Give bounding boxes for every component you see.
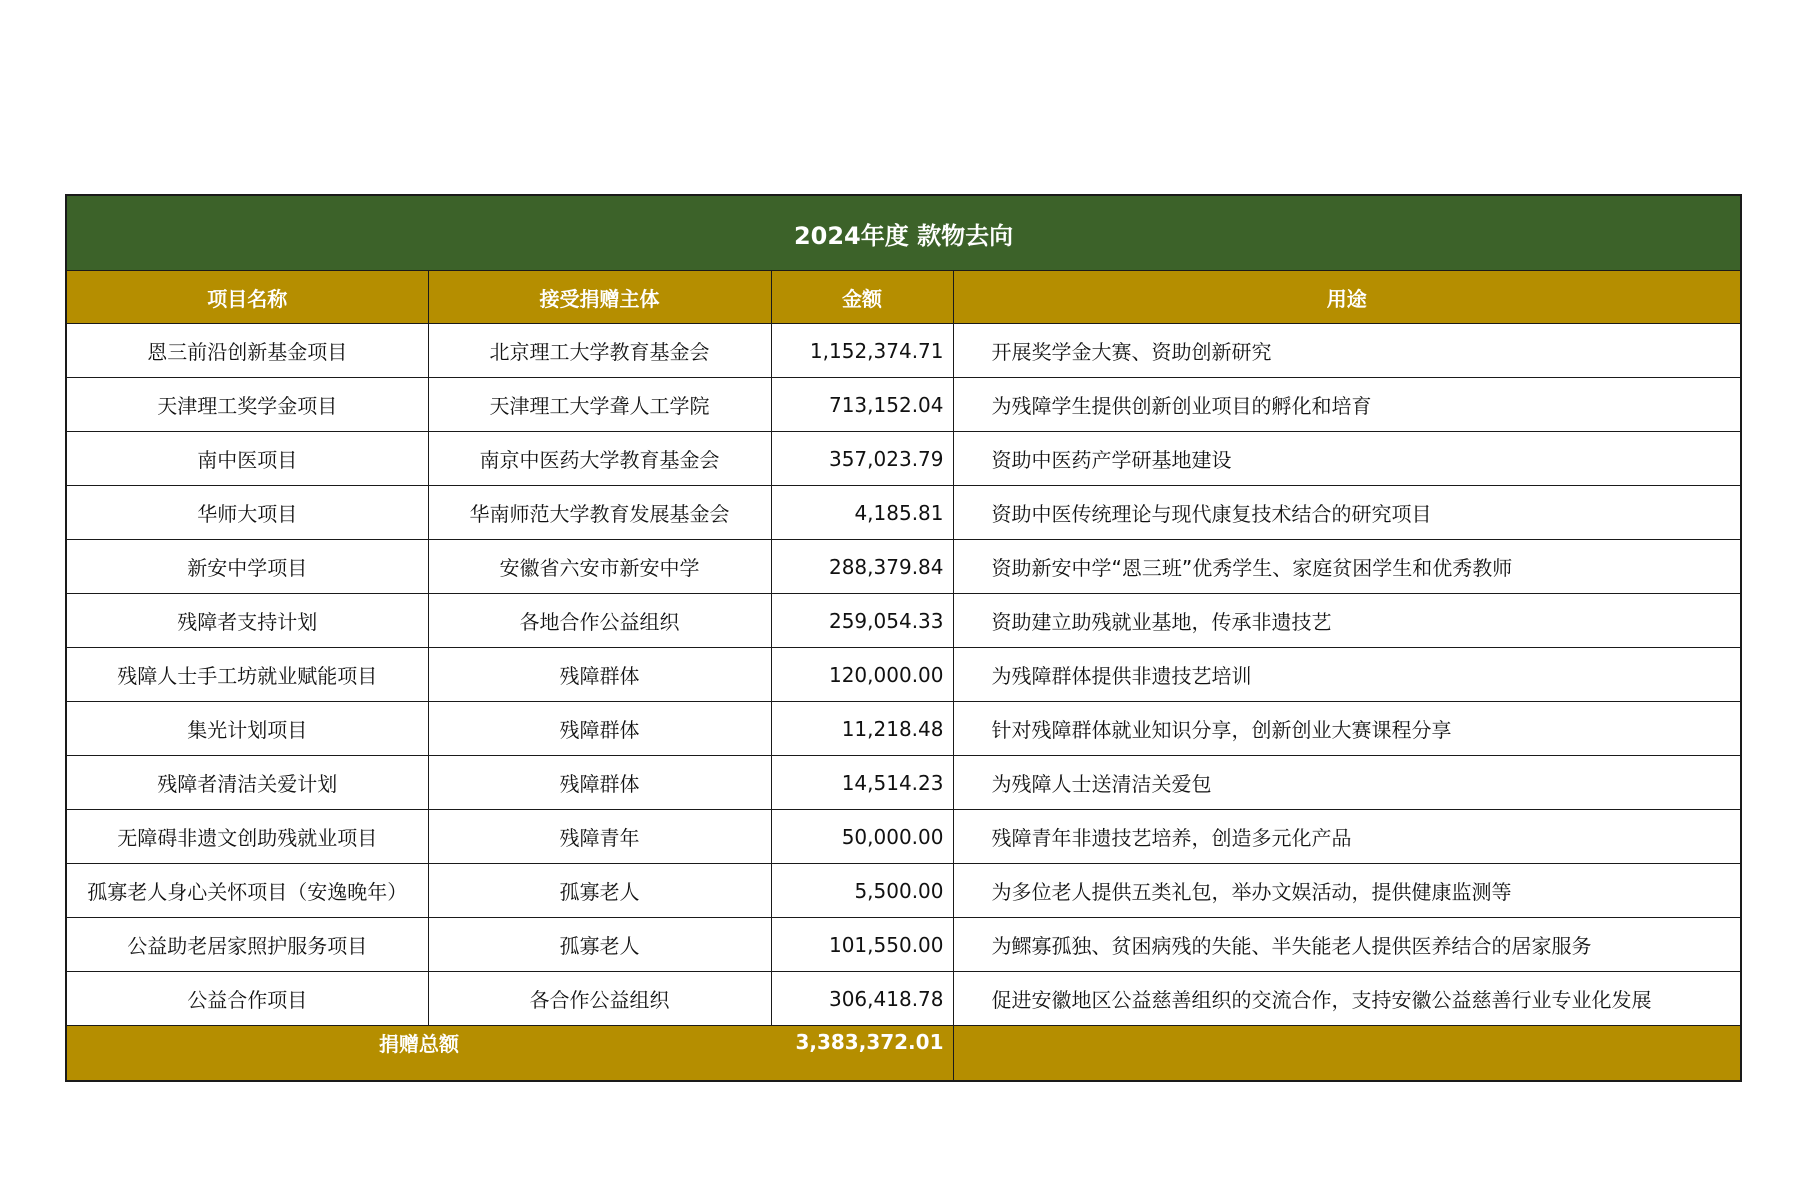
project-name-cell: 恩三前沿创新基金项目 [66, 324, 428, 378]
project-name-cell: 新安中学项目 [66, 540, 428, 594]
total-amount: 3,383,372.01 [795, 1030, 944, 1054]
header-name: 项目名称 [66, 271, 428, 324]
title-row [66, 195, 1741, 271]
project-name-cell: 公益合作项目 [66, 972, 428, 1026]
table-row [66, 378, 1741, 432]
table-row [66, 864, 1741, 918]
table-row [66, 540, 1741, 594]
recipient-cell: 天津理工大学聋人工学院 [428, 378, 771, 432]
project-name-cell: 孤寡老人身心关怀项目（安逸晚年） [66, 864, 428, 918]
table-row [66, 432, 1741, 486]
table-row [66, 594, 1741, 648]
purpose-cell: 残障青年非遗技艺培养，创造多元化产品 [953, 810, 1741, 864]
project-name-cell: 残障者支持计划 [66, 594, 428, 648]
purpose-cell: 资助中医药产学研基地建设 [953, 432, 1741, 486]
table-row [66, 810, 1741, 864]
project-name-cell: 华师大项目 [66, 486, 428, 540]
donation-table [65, 194, 1742, 1082]
purpose-cell: 为鳏寡孤独、贫困病残的失能、半失能老人提供医养结合的居家服务 [953, 918, 1741, 972]
project-name-cell: 无障碍非遗文创助残就业项目 [66, 810, 428, 864]
amount-cell: 14,514.23 [771, 756, 953, 810]
project-name-cell: 天津理工奖学金项目 [66, 378, 428, 432]
recipient-cell: 孤寡老人 [428, 918, 771, 972]
table-body [66, 324, 1741, 1026]
project-name-cell: 残障人士手工坊就业赋能项目 [66, 648, 428, 702]
table-row [66, 648, 1741, 702]
purpose-cell: 为多位老人提供五类礼包，举办文娱活动，提供健康监测等 [953, 864, 1741, 918]
recipient-cell: 南京中医药大学教育基金会 [428, 432, 771, 486]
purpose-cell: 促进安徽地区公益慈善组织的交流合作，支持安徽公益慈善行业专业化发展 [953, 972, 1741, 1026]
recipient-cell: 各地合作公益组织 [428, 594, 771, 648]
purpose-cell: 为残障人士送清洁关爱包 [953, 756, 1741, 810]
recipient-cell: 各合作公益组织 [428, 972, 771, 1026]
amount-cell: 288,379.84 [771, 540, 953, 594]
recipient-cell: 残障青年 [428, 810, 771, 864]
total-amount-cell [771, 1026, 953, 1082]
header-recipient: 接受捐赠主体 [428, 271, 771, 324]
amount-cell: 4,185.81 [771, 486, 953, 540]
total-label: 捐赠总额 [379, 1031, 459, 1056]
amount-cell: 11,218.48 [771, 702, 953, 756]
project-name-cell: 南中医项目 [66, 432, 428, 486]
recipient-cell: 安徽省六安市新安中学 [428, 540, 771, 594]
total-label-cell [66, 1026, 771, 1082]
header-purpose: 用途 [953, 271, 1741, 324]
project-name-cell: 公益助老居家照护服务项目 [66, 918, 428, 972]
amount-cell: 5,500.00 [771, 864, 953, 918]
purpose-cell: 资助中医传统理论与现代康复技术结合的研究项目 [953, 486, 1741, 540]
table-row [66, 918, 1741, 972]
recipient-cell: 北京理工大学教育基金会 [428, 324, 771, 378]
project-name-cell: 残障者清洁关爱计划 [66, 756, 428, 810]
amount-cell: 120,000.00 [771, 648, 953, 702]
amount-cell: 306,418.78 [771, 972, 953, 1026]
recipient-cell: 残障群体 [428, 756, 771, 810]
total-row [66, 1026, 1741, 1082]
project-name-cell: 集光计划项目 [66, 702, 428, 756]
recipient-cell: 华南师范大学教育发展基金会 [428, 486, 771, 540]
purpose-cell: 开展奖学金大赛、资助创新研究 [953, 324, 1741, 378]
table-row [66, 972, 1741, 1026]
table-row [66, 702, 1741, 756]
purpose-cell: 资助建立助残就业基地，传承非遗技艺 [953, 594, 1741, 648]
purpose-cell: 为残障群体提供非遗技艺培训 [953, 648, 1741, 702]
recipient-cell: 孤寡老人 [428, 864, 771, 918]
total-blank-cell [953, 1026, 1741, 1082]
amount-cell: 50,000.00 [771, 810, 953, 864]
amount-cell: 259,054.33 [771, 594, 953, 648]
purpose-cell: 为残障学生提供创新创业项目的孵化和培育 [953, 378, 1741, 432]
amount-cell: 357,023.79 [771, 432, 953, 486]
table-row [66, 486, 1741, 540]
amount-cell: 1,152,374.71 [771, 324, 953, 378]
amount-cell: 101,550.00 [771, 918, 953, 972]
recipient-cell: 残障群体 [428, 648, 771, 702]
purpose-cell: 资助新安中学“恩三班”优秀学生、家庭贫困学生和优秀教师 [953, 540, 1741, 594]
header-row [66, 271, 1741, 324]
amount-cell: 713,152.04 [771, 378, 953, 432]
recipient-cell: 残障群体 [428, 702, 771, 756]
table-row [66, 756, 1741, 810]
header-amount: 金额 [771, 271, 953, 324]
purpose-cell: 针对残障群体就业知识分享，创新创业大赛课程分享 [953, 702, 1741, 756]
table-title: 2024年度 款物去向 [66, 195, 1741, 271]
table-row [66, 324, 1741, 378]
